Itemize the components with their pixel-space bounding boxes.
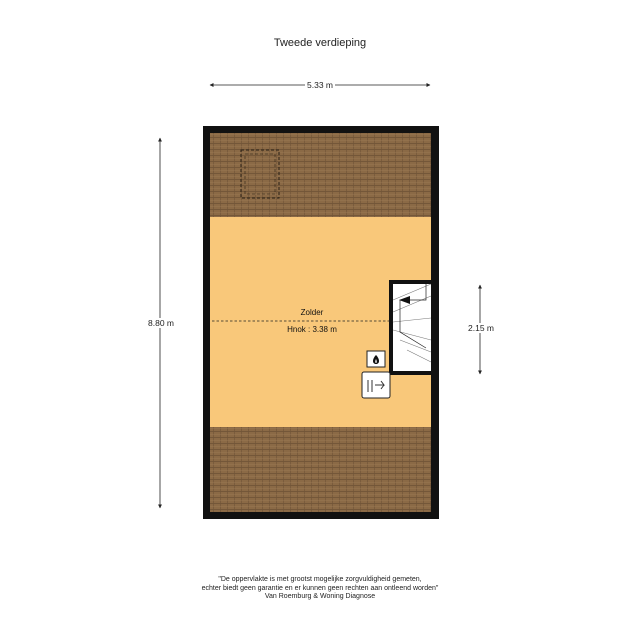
stair-dimension-label: 2.15 m [468,323,494,333]
flame-icon [367,351,385,367]
room-name: Zolder [300,308,324,317]
height-dimension-label: 8.80 m [148,318,174,328]
roof-bottom [210,427,431,512]
roof-top [210,133,431,217]
disclaimer-line-1: "De oppervlakte is met grootst mogelijke zorgvuldigheid gemeten, [218,576,422,583]
disclaimer-line-2: echter biedt geen garantie en er kunnen geen rechten aan ontleend worden" [201,584,439,592]
ridge-height-label: Hnok : 3.38 m [287,325,337,334]
floor-title: Tweede verdieping [273,37,367,49]
disclaimer [0,576,640,602]
stair-opening [393,284,431,371]
boiler-icon [362,372,390,398]
width-dimension-label: 5.33 m [307,80,333,90]
disclaimer-line-3: Van Roemburg & Woning Diagnose [264,593,376,600]
